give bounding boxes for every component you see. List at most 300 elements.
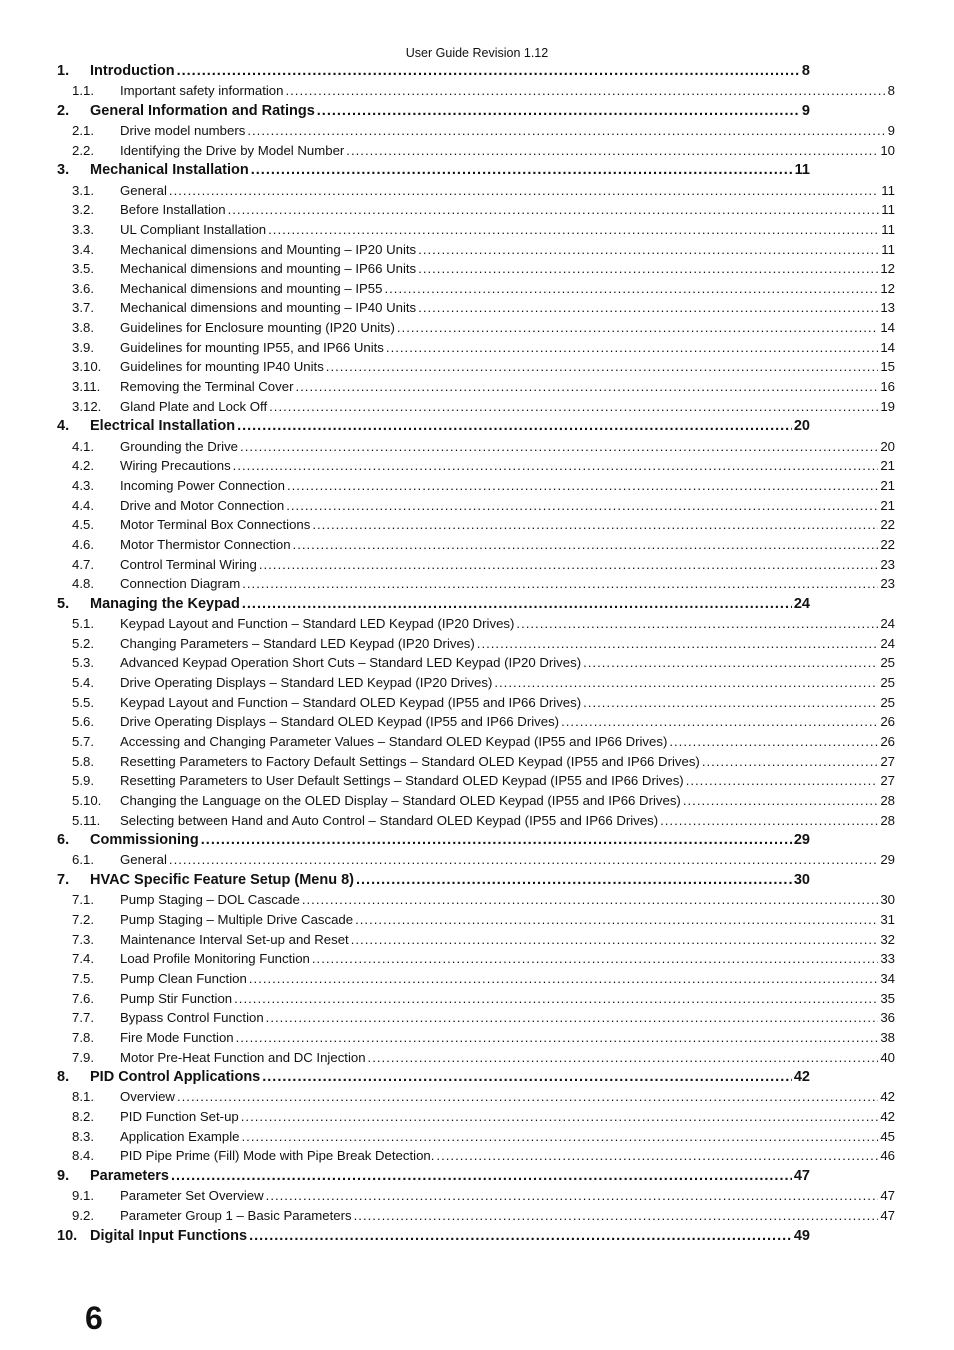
toc-section-entry[interactable] xyxy=(57,261,895,281)
toc-entry-title: Drive model numbers xyxy=(120,123,246,139)
toc-entry-number: 7.6. xyxy=(72,990,94,1006)
toc-dot-leader xyxy=(293,537,879,552)
toc-entry-title: Motor Thermistor Connection xyxy=(120,536,291,552)
toc-entry-title: Changing the Language on the OLED Display – Standard OLED Keypad (IP55 and IP66 Drives) xyxy=(120,792,681,808)
toc-section-entry[interactable] xyxy=(57,655,895,675)
toc-section-entry[interactable] xyxy=(57,123,895,143)
toc-entry-number: 7. xyxy=(57,872,70,889)
toc-dot-leader xyxy=(268,222,879,237)
toc-entry-page: 22 xyxy=(880,536,895,552)
toc-dot-leader xyxy=(177,1089,878,1104)
toc-entry-page: 30 xyxy=(880,892,895,908)
toc-entry-title: Drive and Motor Connection xyxy=(120,497,285,513)
toc-section-entry[interactable] xyxy=(57,1030,895,1050)
toc-entry-page: 11 xyxy=(881,241,895,257)
toc-entry-title: Overview xyxy=(120,1089,175,1105)
toc-entry-title: Incoming Power Connection xyxy=(120,477,285,493)
toc-section-entry[interactable] xyxy=(57,695,895,715)
toc-entry-title: Motor Pre-Heat Function and DC Injection xyxy=(120,1049,366,1065)
toc-entry-number: 6.1. xyxy=(72,852,94,868)
toc-entry-title: Digital Input Functions xyxy=(90,1227,248,1244)
toc-section-entry[interactable] xyxy=(57,537,895,557)
toc-entry-page: 30 xyxy=(793,872,810,889)
toc-entry-title: Pump Stir Function xyxy=(120,990,233,1006)
toc-entry-page: 29 xyxy=(793,832,810,849)
toc-entry-page: 8 xyxy=(801,63,810,79)
toc-entry-page: 24 xyxy=(880,635,895,651)
toc-entry-title: Parameter Group 1 – Basic Parameters xyxy=(120,1207,352,1223)
toc-section-entry[interactable] xyxy=(57,754,895,774)
toc-entry-number: 3.8. xyxy=(72,320,94,336)
toc-entry-title: UL Compliant Installation xyxy=(120,221,267,237)
toc-entry-number: 8.1. xyxy=(72,1089,94,1105)
toc-entry-page: 14 xyxy=(880,339,895,355)
toc-entry-page: 9 xyxy=(887,123,895,139)
toc-section-entry[interactable] xyxy=(57,281,895,301)
toc-entry-page: 23 xyxy=(880,556,895,572)
toc-section-entry[interactable] xyxy=(57,183,895,203)
toc-dot-leader xyxy=(326,359,879,374)
toc-entry-title: Bypass Control Function xyxy=(120,1010,264,1026)
toc-section-entry[interactable] xyxy=(57,340,895,360)
toc-entry-title: Changing Parameters – Standard LED Keypad (IP20 Drives) xyxy=(120,635,475,651)
toc-entry-title: Drive Operating Displays – Standard OLED Keypad (IP55 and IP66 Drives) xyxy=(120,714,560,730)
toc-dot-leader xyxy=(249,971,879,986)
toc-section-entry[interactable] xyxy=(57,379,895,399)
toc-entry-page: 12 xyxy=(880,261,895,277)
toc-entry-number: 9. xyxy=(57,1168,70,1184)
toc-entry-number: 5.6. xyxy=(72,714,94,730)
toc-entry-page: 28 xyxy=(880,812,895,828)
toc-entry-page: 32 xyxy=(880,931,895,947)
toc-entry-page: 23 xyxy=(880,576,895,592)
toc-dot-leader xyxy=(266,1188,879,1203)
toc-entry-number: 7.4. xyxy=(72,951,94,967)
toc-entry-page: 25 xyxy=(880,694,895,710)
toc-entry-number: 3.5. xyxy=(72,261,94,277)
toc-entry-title: Introduction xyxy=(90,63,175,79)
toc-entry-title: Mechanical dimensions and mounting – IP55 xyxy=(120,280,383,296)
toc-entry-title: Grounding the Drive xyxy=(120,438,239,454)
toc-entry-number: 4.5. xyxy=(72,517,94,533)
toc-entry-page: 21 xyxy=(880,477,895,493)
toc-dot-leader xyxy=(285,83,885,98)
toc-entry-number: 8.3. xyxy=(72,1128,94,1144)
toc-section-entry[interactable] xyxy=(57,991,895,1011)
toc-dot-leader xyxy=(242,596,792,612)
toc-entry-page: 40 xyxy=(880,1049,895,1065)
toc-chapter-entry[interactable] xyxy=(57,418,810,438)
toc-entry-page: 11 xyxy=(881,221,895,237)
toc-entry-title: Resetting Parameters to User Default Settings – Standard OLED Keypad (IP55 and IP66 Drives) xyxy=(120,773,684,789)
toc-entry-page: 34 xyxy=(880,970,895,986)
toc-entry-number: 3. xyxy=(57,162,70,179)
toc-dot-leader xyxy=(242,576,878,591)
toc-chapter-entry[interactable] xyxy=(57,832,810,852)
toc-section-entry[interactable] xyxy=(57,300,895,320)
toc-entry-page: 35 xyxy=(880,990,895,1006)
toc-dot-leader xyxy=(418,261,878,276)
toc-entry-title: Important safety information xyxy=(120,83,284,99)
toc-section-entry[interactable] xyxy=(57,83,895,103)
toc-dot-leader xyxy=(302,892,878,907)
toc-entry-title: PID Pipe Prime (Fill) Mode with Pipe Break Detection. xyxy=(120,1148,435,1164)
toc-dot-leader xyxy=(201,832,792,848)
toc-dot-leader xyxy=(356,872,792,888)
toc-dot-leader xyxy=(351,932,879,947)
toc-dot-leader xyxy=(418,242,879,257)
toc-entry-page: 12 xyxy=(880,280,895,296)
toc-entry-title: Guidelines for mounting IP55, and IP66 Units xyxy=(120,339,384,355)
toc-entry-page: 15 xyxy=(880,359,895,375)
toc-dot-leader xyxy=(262,1069,792,1085)
toc-entry-title: Commissioning xyxy=(90,832,199,849)
toc-entry-title: General Information and Ratings xyxy=(90,102,315,119)
toc-entry-title: Mechanical dimensions and Mounting – IP20 Units xyxy=(120,241,417,257)
toc-chapter-entry[interactable] xyxy=(57,596,810,616)
toc-entry-title: Mechanical dimensions and mounting – IP40 Units xyxy=(120,300,417,316)
toc-entry-number: 5.11. xyxy=(72,812,101,828)
toc-entry-page: 28 xyxy=(880,792,895,808)
toc-dot-leader xyxy=(237,418,792,434)
toc-dot-leader xyxy=(286,498,878,513)
toc-entry-number: 1.1. xyxy=(72,83,94,99)
toc-section-entry[interactable] xyxy=(57,1188,895,1208)
toc-entry-title: Advanced Keypad Operation Short Cuts – Standard LED Keypad (IP20 Drives) xyxy=(120,655,582,671)
toc-chapter-entry[interactable] xyxy=(57,872,810,892)
toc-section-entry[interactable] xyxy=(57,202,895,222)
toc-dot-leader xyxy=(269,399,878,414)
toc-dot-leader xyxy=(171,1168,792,1184)
toc-dot-leader xyxy=(228,202,880,217)
toc-entry-title: Motor Terminal Box Connections xyxy=(120,517,311,533)
toc-dot-leader xyxy=(477,636,879,651)
toc-section-entry[interactable] xyxy=(57,1089,895,1109)
toc-section-entry[interactable] xyxy=(57,1050,895,1070)
toc-section-entry[interactable] xyxy=(57,714,895,734)
toc-entry-title: Control Terminal Wiring xyxy=(120,556,257,572)
toc-dot-leader xyxy=(418,300,878,315)
toc-entry-number: 1. xyxy=(57,63,70,79)
toc-chapter-entry[interactable] xyxy=(57,1168,810,1188)
toc-entry-number: 3.12. xyxy=(72,398,102,414)
toc-entry-page: 11 xyxy=(881,182,895,198)
toc-entry-number: 4.4. xyxy=(72,497,94,513)
toc-entry-page: 11 xyxy=(794,162,810,179)
toc-section-entry[interactable] xyxy=(57,1208,895,1228)
toc-dot-leader xyxy=(234,991,878,1006)
toc-dot-leader xyxy=(368,1050,879,1065)
toc-entry-number: 5.7. xyxy=(72,733,94,749)
toc-dot-leader xyxy=(236,1030,879,1045)
toc-entry-number: 8.4. xyxy=(72,1148,94,1164)
toc-section-entry[interactable] xyxy=(57,1010,895,1030)
toc-entry-title: Connection Diagram xyxy=(120,576,241,592)
toc-entry-title: Gland Plate and Lock Off xyxy=(120,398,268,414)
toc-entry-title: Pump Clean Function xyxy=(120,970,247,986)
toc-entry-title: Application Example xyxy=(120,1128,240,1144)
toc-entry-title: Drive Operating Displays – Standard LED Keypad (IP20 Drives) xyxy=(120,675,493,690)
toc-entry-number: 5.2. xyxy=(72,635,94,651)
toc-entry-page: 22 xyxy=(880,517,895,533)
toc-entry-number: 3.9. xyxy=(72,339,94,355)
toc-section-entry[interactable] xyxy=(57,734,895,754)
toc-entry-page: 49 xyxy=(793,1227,810,1244)
toc-entry-page: 47 xyxy=(793,1168,810,1184)
toc-entry-number: 2.2. xyxy=(72,142,94,158)
toc-entry-page: 20 xyxy=(880,438,895,454)
toc-section-entry[interactable] xyxy=(57,636,895,656)
toc-entry-page: 47 xyxy=(880,1207,895,1223)
toc-entry-title: General xyxy=(120,852,167,868)
toc-entry-page: 38 xyxy=(880,1029,895,1045)
toc-section-entry[interactable] xyxy=(57,951,895,971)
toc-entry-number: 3.4. xyxy=(72,241,94,257)
toc-entry-number: 10. xyxy=(57,1227,78,1244)
table-of-contents xyxy=(57,63,895,1248)
toc-dot-leader xyxy=(516,616,878,631)
toc-entry-number: 5.4. xyxy=(72,675,94,690)
toc-entry-number: 4.8. xyxy=(72,576,94,592)
toc-section-entry[interactable] xyxy=(57,320,895,340)
toc-entry-number: 5.5. xyxy=(72,694,94,710)
toc-dot-leader xyxy=(384,281,878,296)
toc-entry-number: 4.7. xyxy=(72,556,94,572)
toc-dot-leader xyxy=(247,123,885,138)
toc-dot-leader xyxy=(266,1010,879,1025)
toc-section-entry[interactable] xyxy=(57,557,895,577)
toc-entry-number: 7.7. xyxy=(72,1010,94,1026)
toc-entry-number: 5.10. xyxy=(72,792,102,808)
toc-section-entry[interactable] xyxy=(57,852,895,872)
toc-entry-page: 42 xyxy=(880,1089,895,1105)
toc-dot-leader xyxy=(561,714,878,729)
toc-entry-number: 5.3. xyxy=(72,655,94,671)
toc-dot-leader xyxy=(355,912,878,927)
page-number: 6 xyxy=(85,1300,103,1336)
toc-entry-number: 7.3. xyxy=(72,931,94,947)
toc-entry-page: 24 xyxy=(880,616,895,632)
toc-entry-number: 3.11. xyxy=(72,379,101,395)
toc-dot-leader xyxy=(177,63,800,79)
toc-entry-title: Selecting between Hand and Auto Control – Standard OLED Keypad (IP55 and IP66 Drives) xyxy=(120,812,659,828)
toc-dot-leader xyxy=(259,557,879,572)
toc-dot-leader xyxy=(686,773,879,788)
toc-entry-page: 16 xyxy=(880,379,895,395)
toc-dot-leader xyxy=(295,379,878,394)
toc-section-entry[interactable] xyxy=(57,773,895,793)
toc-entry-number: 8.2. xyxy=(72,1109,94,1125)
toc-entry-number: 7.1. xyxy=(72,892,94,908)
toc-entry-page: 27 xyxy=(880,773,895,789)
toc-section-entry[interactable] xyxy=(57,1109,895,1129)
toc-entry-page: 46 xyxy=(880,1148,895,1164)
toc-chapter-entry[interactable] xyxy=(57,1069,810,1089)
toc-entry-number: 6. xyxy=(57,832,70,849)
toc-entry-title: PID Function Set-up xyxy=(120,1109,239,1125)
toc-section-entry[interactable] xyxy=(57,892,895,912)
toc-entry-page: 25 xyxy=(880,655,895,671)
toc-dot-leader xyxy=(660,813,878,828)
toc-entry-number: 5.8. xyxy=(72,753,94,769)
toc-entry-number: 3.10. xyxy=(72,359,102,375)
toc-dot-leader xyxy=(583,695,878,710)
toc-entry-number: 3.1. xyxy=(72,182,94,198)
toc-entry-page: 24 xyxy=(793,595,810,612)
toc-entry-number: 5.1. xyxy=(72,616,94,632)
toc-section-entry[interactable] xyxy=(57,793,895,813)
toc-section-entry[interactable] xyxy=(57,478,895,498)
toc-entry-number: 7.9. xyxy=(72,1049,94,1065)
toc-entry-number: 3.3. xyxy=(72,221,94,237)
toc-section-entry[interactable] xyxy=(57,222,895,242)
toc-section-entry[interactable] xyxy=(57,576,895,596)
toc-dot-leader xyxy=(436,1148,878,1163)
toc-entry-number: 3.7. xyxy=(72,300,94,316)
toc-section-entry[interactable] xyxy=(57,932,895,952)
toc-dot-leader xyxy=(702,754,879,769)
toc-entry-page: 21 xyxy=(880,458,895,474)
toc-entry-page: 14 xyxy=(880,320,895,336)
toc-entry-title: Resetting Parameters to Factory Default Settings – Standard OLED Keypad (IP55 and IP66 Drives) xyxy=(120,753,700,769)
toc-entry-number: 2. xyxy=(57,102,70,119)
toc-dot-leader xyxy=(317,103,800,119)
toc-entry-page: 29 xyxy=(880,852,895,868)
toc-entry-number: 4.1. xyxy=(72,438,94,454)
toc-entry-page: 26 xyxy=(880,733,895,749)
toc-dot-leader xyxy=(240,439,878,454)
toc-dot-leader xyxy=(233,458,879,473)
toc-entry-page: 47 xyxy=(880,1188,895,1204)
toc-entry-page: 42 xyxy=(793,1069,810,1086)
toc-entry-title: Guidelines for mounting IP40 Units xyxy=(120,359,324,375)
toc-section-entry[interactable] xyxy=(57,1129,895,1149)
toc-entry-title: Before Installation xyxy=(120,202,226,218)
toc-entry-page: 13 xyxy=(880,300,895,316)
toc-section-entry[interactable] xyxy=(57,143,895,163)
toc-entry-title: HVAC Specific Feature Setup (Menu 8) xyxy=(90,872,354,889)
toc-dot-leader xyxy=(249,1228,792,1244)
toc-section-entry[interactable] xyxy=(57,458,895,478)
toc-entry-title: Identifying the Drive by Model Number xyxy=(120,142,345,158)
toc-dot-leader xyxy=(169,183,879,198)
toc-entry-page: 33 xyxy=(880,951,895,967)
toc-entry-title: Pump Staging – Multiple Drive Cascade xyxy=(120,911,354,927)
toc-entry-title: Maintenance Interval Set-up and Reset xyxy=(120,931,349,947)
toc-entry-title: Managing the Keypad xyxy=(90,595,240,612)
toc-entry-page: 8 xyxy=(887,83,895,99)
toc-dot-leader xyxy=(312,517,878,532)
toc-entry-page: 45 xyxy=(880,1128,895,1144)
toc-chapter-entry[interactable] xyxy=(57,63,810,83)
toc-entry-page: 9 xyxy=(801,102,810,119)
toc-entry-title: Load Profile Monitoring Function xyxy=(120,951,310,967)
toc-section-entry[interactable] xyxy=(57,912,895,932)
toc-entry-number: 9.2. xyxy=(72,1207,94,1223)
toc-entry-title: Keypad Layout and Function – Standard OLED Keypad (IP55 and IP66 Drives) xyxy=(120,694,582,710)
toc-entry-page: 21 xyxy=(880,497,895,513)
toc-entry-title: Parameters xyxy=(90,1168,169,1184)
toc-dot-leader xyxy=(354,1208,879,1223)
toc-dot-leader xyxy=(242,1129,879,1144)
toc-entry-title: Electrical Installation xyxy=(90,418,236,435)
toc-dot-leader xyxy=(287,478,878,493)
toc-entry-title: Removing the Terminal Cover xyxy=(120,379,294,395)
toc-entry-number: 5. xyxy=(57,595,70,612)
toc-section-entry[interactable] xyxy=(57,616,895,636)
toc-entry-number: 7.2. xyxy=(72,911,94,927)
toc-dot-leader xyxy=(251,162,793,178)
toc-entry-number: 2.1. xyxy=(72,123,94,139)
toc-section-entry[interactable] xyxy=(57,242,895,262)
toc-entry-title: Guidelines for Enclosure mounting (IP20 Units) xyxy=(120,320,395,336)
toc-section-entry[interactable] xyxy=(57,517,895,537)
toc-section-entry[interactable] xyxy=(57,1148,895,1168)
toc-entry-number: 8. xyxy=(57,1069,70,1086)
toc-section-entry[interactable] xyxy=(57,439,895,459)
toc-section-entry[interactable] xyxy=(57,498,895,518)
toc-chapter-entry[interactable] xyxy=(57,1228,810,1248)
toc-dot-leader xyxy=(312,951,878,966)
toc-dot-leader xyxy=(169,852,878,867)
toc-section-entry[interactable] xyxy=(57,971,895,991)
toc-dot-leader xyxy=(583,655,878,670)
toc-entry-page: 36 xyxy=(880,1010,895,1026)
toc-entry-title: PID Control Applications xyxy=(90,1069,261,1086)
toc-dot-leader xyxy=(346,143,878,158)
toc-entry-number: 4.3. xyxy=(72,477,94,493)
toc-dot-leader xyxy=(494,675,878,690)
toc-entry-title: Mechanical Installation xyxy=(90,162,249,179)
toc-entry-page: 25 xyxy=(880,675,895,690)
toc-entry-number: 7.8. xyxy=(72,1029,94,1045)
toc-entry-title: Mechanical dimensions and mounting – IP66 Units xyxy=(120,261,417,277)
toc-section-entry[interactable] xyxy=(57,359,895,379)
toc-chapter-entry[interactable] xyxy=(57,162,810,182)
toc-entry-number: 5.9. xyxy=(72,773,94,789)
toc-entry-number: 9.1. xyxy=(72,1188,94,1204)
toc-entry-number: 7.5. xyxy=(72,970,94,986)
toc-entry-title: Accessing and Changing Parameter Values – Standard OLED Keypad (IP55 and IP66 Drives) xyxy=(120,733,668,749)
toc-dot-leader xyxy=(241,1109,879,1124)
toc-entry-number: 4.2. xyxy=(72,458,94,474)
toc-entry-page: 20 xyxy=(793,418,810,435)
toc-entry-title: Wiring Precautions xyxy=(120,458,231,474)
toc-section-entry[interactable] xyxy=(57,675,895,695)
toc-entry-page: 31 xyxy=(880,911,895,927)
toc-entry-title: Pump Staging – DOL Cascade xyxy=(120,892,300,908)
toc-entry-page: 11 xyxy=(881,202,895,218)
toc-section-entry[interactable] xyxy=(57,399,895,419)
toc-dot-leader xyxy=(397,320,878,335)
toc-dot-leader xyxy=(669,734,878,749)
toc-entry-number: 4.6. xyxy=(72,536,94,552)
toc-entry-title: General xyxy=(120,182,167,198)
running-header: User Guide Revision 1.12 xyxy=(405,46,549,60)
toc-entry-number: 3.6. xyxy=(72,280,94,296)
toc-entry-number: 3.2. xyxy=(72,202,94,218)
toc-dot-leader xyxy=(386,340,878,355)
toc-entry-page: 26 xyxy=(880,714,895,730)
toc-entry-title: Parameter Set Overview xyxy=(120,1188,264,1204)
toc-entry-title: Keypad Layout and Function – Standard LED Keypad (IP20 Drives) xyxy=(120,616,515,632)
toc-chapter-entry[interactable] xyxy=(57,103,810,123)
toc-entry-page: 19 xyxy=(880,398,895,414)
toc-entry-title: Fire Mode Function xyxy=(120,1029,234,1045)
toc-section-entry[interactable] xyxy=(57,813,895,833)
toc-entry-page: 10 xyxy=(880,142,895,158)
toc-dot-leader xyxy=(683,793,879,808)
